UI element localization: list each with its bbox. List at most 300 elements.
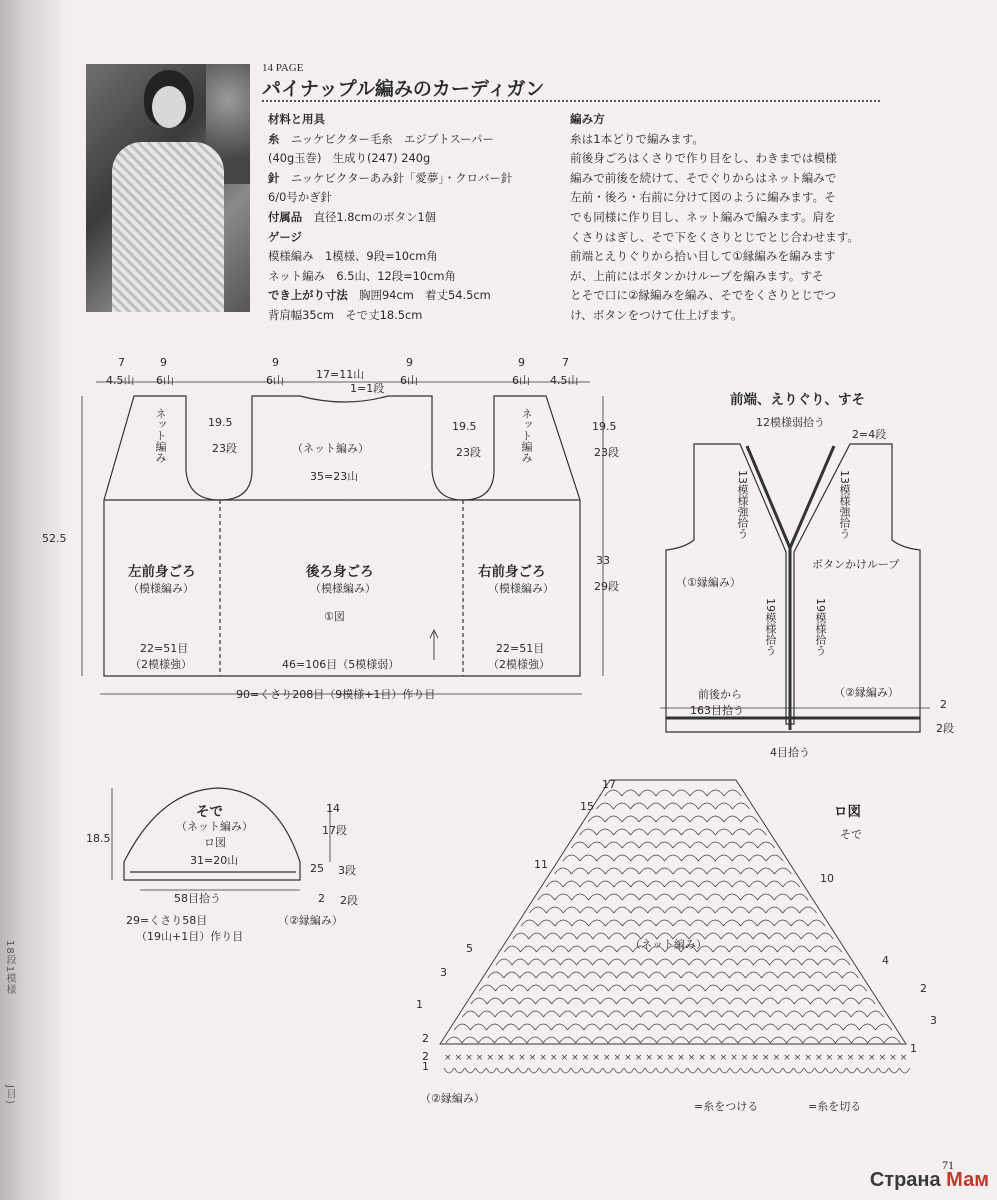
chart-arc — [724, 816, 741, 822]
chart-arc — [588, 868, 605, 874]
method-line: 前後身ごろはくさりで作り目をし、わきまでは模様 — [570, 151, 837, 166]
chart-arc — [665, 803, 682, 809]
chart-arc — [741, 920, 758, 926]
sleeve-label: 3段 — [338, 864, 356, 877]
chart-arc — [698, 855, 715, 861]
chart-arc — [600, 1024, 616, 1030]
chart-arc — [597, 855, 614, 861]
chart-arc — [657, 1011, 673, 1017]
chart-arc — [867, 1011, 883, 1017]
chart-arc — [673, 1037, 689, 1043]
chart-arc — [818, 985, 834, 991]
chart-edge-arc — [677, 1068, 687, 1073]
chart-edge-arc — [582, 1068, 592, 1073]
edge-diagram-title: 前端、えりぐり、すそ — [730, 392, 865, 408]
chart-arc — [721, 985, 737, 991]
chart-arc — [770, 985, 786, 991]
chart-arc — [633, 972, 649, 978]
chart-arc — [503, 1024, 519, 1030]
chart-arc — [544, 1011, 560, 1017]
chart-arc — [749, 855, 766, 861]
chart-arc — [631, 855, 648, 861]
chart-arc — [454, 1024, 470, 1030]
chart-arc — [614, 855, 631, 861]
chart-stitch: × — [793, 1053, 802, 1063]
chart-arc — [563, 907, 580, 913]
chart-arc — [721, 959, 737, 965]
chart-arc — [478, 1037, 494, 1043]
chart-edge-arc — [857, 1068, 867, 1073]
chart-arc — [605, 894, 622, 900]
chart-arc — [690, 894, 707, 900]
bottom-dim-sub: （2模様強） — [130, 658, 192, 671]
chart-arc — [563, 881, 580, 887]
materials-line: 模様編み 1模様、9段=10cm角 — [268, 249, 438, 264]
chart-arc — [716, 803, 733, 809]
sleeve-title: そで — [196, 804, 223, 820]
chart-arc — [656, 868, 673, 874]
legend-cut: =糸を切る — [808, 1100, 862, 1113]
chart-arc — [791, 894, 808, 900]
chart-arc — [641, 1011, 657, 1017]
chart-arc — [559, 1037, 575, 1043]
chart-arc — [786, 985, 802, 991]
chart-stitch: × — [878, 1053, 887, 1063]
chart-stitch: × — [444, 1053, 452, 1063]
chart-arc — [859, 1024, 875, 1030]
chart-stitch: × — [603, 1053, 611, 1063]
edge-vertical-label: 19模様拾う — [764, 598, 777, 656]
chart-arc — [560, 959, 576, 965]
chart-arc — [818, 959, 834, 965]
chart-arc — [560, 985, 576, 991]
bottom-dim: 22=51目 — [140, 642, 189, 655]
chart-arc — [592, 1011, 608, 1017]
width-label: 35=23山 — [310, 470, 359, 483]
armhole-dim: 19.5 — [592, 420, 617, 433]
ref-label: ①図 — [324, 610, 345, 623]
chart-arc — [707, 842, 724, 848]
chart-arc — [868, 1037, 884, 1043]
chart-arc — [592, 985, 608, 991]
chart-stitch: × — [730, 1053, 738, 1063]
chart-stitch: × — [486, 1053, 494, 1063]
chart-arc — [511, 1037, 527, 1043]
chart-arc — [787, 1037, 803, 1043]
body-top-dimension: 6山 — [400, 374, 418, 387]
net-label: （ネット編み） — [292, 442, 369, 455]
chart-stitch: × — [475, 1053, 484, 1063]
chart-arc — [707, 920, 724, 926]
chart-row-label: 4 — [882, 954, 889, 967]
chart-stitch: × — [783, 1053, 791, 1063]
chart-arc — [724, 920, 741, 926]
chart-stitch: × — [634, 1053, 643, 1063]
chart-arc — [496, 959, 512, 965]
chart-arc — [803, 1037, 819, 1043]
chart-arc — [690, 920, 707, 926]
body-top-dimension: 7 — [118, 356, 125, 369]
chart-arc — [614, 907, 631, 913]
chart-arc — [597, 881, 614, 887]
chart-arc — [538, 920, 555, 926]
right-front-label: 右前身ごろ — [478, 564, 546, 580]
chart-arc — [601, 972, 617, 978]
chart-arc — [778, 1024, 794, 1030]
edge-vertical-label: 13模様強拾う — [838, 470, 851, 539]
net-vertical-label: ネット編み — [520, 408, 533, 463]
chart-arc — [732, 829, 749, 835]
chart-arc — [605, 816, 622, 822]
chart-arc — [730, 998, 746, 1004]
bottom-dim: 46=106目（5模様弱） — [282, 658, 400, 671]
edge-label: ボタンかけループ — [812, 558, 900, 571]
chart-edge-arc — [879, 1068, 889, 1073]
chart-arc — [572, 920, 589, 926]
chart-arc — [753, 959, 769, 965]
chart-arc — [827, 1024, 843, 1030]
chart-arc — [842, 972, 858, 978]
method-line: け、ボタンをつけて仕上げます。 — [570, 307, 743, 322]
materials-line: ゲージ — [268, 229, 302, 244]
bottom-dim: 22=51目 — [496, 642, 545, 655]
chart-arc — [555, 920, 572, 926]
chart-arc — [504, 972, 520, 978]
body-outline — [104, 396, 580, 676]
bottom-dim: 90=くさり208目（9模様+1目）作り目 — [236, 688, 436, 701]
chart-arc — [778, 998, 794, 1004]
back-label: 後ろ身ごろ — [306, 564, 374, 580]
chart-edge-arc — [836, 1068, 846, 1073]
chart-arc — [520, 972, 536, 978]
chart-arc — [593, 959, 609, 965]
chart-arc — [657, 1037, 673, 1043]
chart-arc — [608, 985, 624, 991]
edge-label: 2段 — [936, 722, 954, 735]
armhole-rows: 23段 — [594, 446, 619, 459]
materials-line: 6/0号かぎ針 — [268, 190, 332, 205]
sleeve-label: 14 — [326, 802, 340, 815]
chart-stitch: × — [497, 1053, 505, 1063]
chart-arc — [689, 985, 705, 991]
chart-arc — [741, 894, 758, 900]
chart-arc — [511, 1011, 527, 1017]
chart-arc — [537, 946, 553, 952]
chart-arc — [724, 790, 741, 796]
chart-arc — [697, 972, 713, 978]
chart-arc — [749, 881, 766, 887]
chart-row-label: 1 — [416, 998, 423, 1011]
chart-arc — [803, 1011, 819, 1017]
chart-stitch: × — [804, 1053, 812, 1063]
chart-arc — [876, 1024, 892, 1030]
chart-arc — [546, 907, 563, 913]
chart-arc — [746, 998, 762, 1004]
edge-label: 2=4段 — [852, 428, 887, 441]
chart-edge-arc — [444, 1068, 454, 1073]
chart-arc — [851, 985, 867, 991]
edge-label: 163目拾う — [690, 704, 744, 717]
chart-arc — [681, 972, 697, 978]
chart-arc — [588, 816, 605, 822]
chart-arc — [470, 1024, 486, 1030]
body-top-dimension: 7 — [562, 356, 569, 369]
chart-arc — [665, 972, 681, 978]
chart-arc — [705, 933, 721, 939]
chart-edge-arc — [794, 1068, 804, 1073]
chart-edge-arc — [508, 1068, 518, 1073]
chart-arc — [786, 1011, 802, 1017]
chart-arc — [552, 972, 568, 978]
chart-arc — [724, 894, 741, 900]
body-top-dimension: 9 — [406, 356, 413, 369]
chart-arc — [622, 842, 639, 848]
chart-arc — [527, 1037, 543, 1043]
sleeve-label: 2段 — [340, 894, 358, 907]
chart-arc — [577, 959, 593, 965]
chart-edge-arc — [773, 1068, 783, 1073]
chart-arc — [597, 829, 614, 835]
page-label: 14 PAGE — [262, 62, 304, 74]
chart-edge-arc — [561, 1068, 571, 1073]
chart-arc — [769, 933, 785, 939]
chart-arc — [576, 1037, 592, 1043]
chart-arc — [713, 972, 729, 978]
chart-arc — [843, 998, 859, 1004]
chart-arc — [649, 1024, 665, 1030]
chart-edge-arc — [603, 1068, 613, 1073]
chart-arc — [614, 829, 631, 835]
chart-arc — [753, 933, 769, 939]
chart-stitch: × — [550, 1053, 558, 1063]
chart-row-label: 11 — [534, 858, 548, 871]
chart-edge-arc — [614, 1068, 624, 1073]
chart-arc — [624, 1011, 640, 1017]
chart-arc — [673, 816, 690, 822]
chart-arc — [609, 959, 625, 965]
chart-stitch: × — [836, 1053, 844, 1063]
chart-stitch: × — [899, 1053, 908, 1063]
chart-edge-arc — [826, 1068, 836, 1073]
chart-arc — [503, 998, 519, 1004]
chart-arc — [487, 998, 503, 1004]
chart-arc — [555, 868, 572, 874]
chart-arc — [673, 959, 689, 965]
chart-edge-arc — [476, 1068, 486, 1073]
chart-arc — [576, 1011, 592, 1017]
chart-arc — [639, 894, 656, 900]
chart-arc — [724, 868, 741, 874]
chart-arc — [791, 920, 808, 926]
chart-arc — [597, 907, 614, 913]
sleeve-label: 2 — [318, 892, 325, 905]
chart-arc — [616, 1024, 632, 1030]
chart-arc — [605, 842, 622, 848]
chart-arc — [535, 1024, 551, 1030]
chart-arc — [690, 868, 707, 874]
chart-arc — [690, 842, 707, 848]
chart-stitch: × — [518, 1053, 526, 1063]
materials-line: 背肩幅35cm そで丈18.5cm — [268, 307, 423, 322]
chart-edge-arc — [804, 1068, 814, 1073]
chart-arc — [665, 907, 682, 913]
chart-arc — [622, 920, 639, 926]
chart-stitch: × — [528, 1053, 537, 1063]
chart-row-label: 3 — [930, 1014, 937, 1027]
method-heading: 編み方 — [570, 112, 605, 126]
chart-arc — [698, 829, 715, 835]
chart-arc — [785, 933, 801, 939]
chart-arc — [656, 816, 673, 822]
chart-arc — [681, 907, 698, 913]
sleeve-label: 29=くさり58目 — [126, 914, 208, 927]
method-line: 前端とえりぐりから拾い目して①縁編みを編みます — [570, 249, 836, 264]
chart-arc — [576, 985, 592, 991]
chart-arc — [786, 959, 802, 965]
chart-edge-arc — [486, 1068, 496, 1073]
side-margin-text-bottom: J目) — [4, 1085, 15, 1105]
chart-arc — [568, 1024, 584, 1030]
chart-stitch: × — [539, 1053, 547, 1063]
chart-arc — [794, 972, 810, 978]
materials-line: ネット編み 6.5山、12段=10cm角 — [268, 268, 456, 283]
chart-arc — [689, 1037, 705, 1043]
chart-arc — [641, 1037, 657, 1043]
chart-arc — [633, 998, 649, 1004]
edge-label: （②縁編み） — [834, 686, 899, 699]
chart-arc — [584, 972, 600, 978]
chart-arc — [625, 985, 641, 991]
chart-edge-arc — [539, 1068, 549, 1073]
chart-arc — [521, 946, 537, 952]
chart-row-label: 2 — [422, 1032, 429, 1045]
body-top-dimension: 6山 — [266, 374, 284, 387]
chart-arc — [697, 998, 713, 1004]
chart-arc — [729, 972, 745, 978]
method-line: 左前・後ろ・右前に分けて図のように編みます。そ — [570, 190, 836, 205]
chart-arc — [597, 803, 614, 809]
chart-arc — [521, 920, 538, 926]
chart-stitch: × — [656, 1053, 664, 1063]
chart-arc — [770, 1037, 786, 1043]
chart-arc — [608, 1011, 624, 1017]
chart-arc — [810, 946, 826, 952]
chart-arc — [810, 972, 826, 978]
chart-arc — [625, 959, 641, 965]
chart-arc — [446, 1037, 462, 1043]
materials-heading: 材料と用具 — [268, 112, 325, 126]
edge-label: 2 — [940, 698, 947, 711]
chart-edge-arc — [730, 1068, 740, 1073]
chart-arc — [699, 803, 716, 809]
chart-arc — [770, 959, 786, 965]
chart-arc — [741, 842, 758, 848]
chart-arc — [746, 1024, 762, 1030]
left-front-label: 左前身ごろ — [128, 564, 196, 580]
chart-arc — [536, 972, 552, 978]
chart-arc — [808, 920, 825, 926]
chart-edge-arc — [518, 1068, 528, 1073]
chart-stitch: × — [687, 1053, 696, 1063]
chart-arc — [766, 881, 783, 887]
method-line: くさりはぎし、そで下をくさりとじでとじ合わせます。 — [570, 229, 859, 244]
chart-arc — [738, 1037, 754, 1043]
chart-arc — [741, 816, 758, 822]
chart-edge-arc — [656, 1068, 666, 1073]
chart-arc — [584, 998, 600, 1004]
chart-arc — [681, 1024, 697, 1030]
materials-line: 針 ニッケビクターあみ針「愛夢」・クロバー針 — [268, 170, 513, 185]
chart-title: ロ図 — [834, 804, 861, 820]
chart-stitch: × — [645, 1053, 653, 1063]
body-top-dimension: 9 — [518, 356, 525, 369]
chart-stitch: × — [740, 1053, 749, 1063]
chart-row-label: 3 — [440, 966, 447, 979]
chart-arc — [544, 959, 560, 965]
chart-arc — [761, 946, 777, 952]
chart-arc — [715, 881, 732, 887]
chart-arc — [546, 881, 563, 887]
chart-arc — [713, 946, 729, 952]
chart-arc — [795, 1024, 811, 1030]
chart-arc — [802, 959, 818, 965]
chart-arc — [488, 972, 504, 978]
chart-arc — [471, 998, 487, 1004]
page-number: 71 — [942, 1158, 954, 1172]
chart-edge-arc — [571, 1068, 581, 1073]
chart-arc — [749, 907, 766, 913]
chart-arc — [631, 829, 648, 835]
armhole-dim: 19.5 — [208, 416, 233, 429]
chart-arc — [777, 946, 793, 952]
chart-edge-arc — [635, 1068, 645, 1073]
chart-arc — [665, 881, 682, 887]
chart-arc — [656, 842, 673, 848]
chart-arc — [682, 881, 699, 887]
chart-stitch: × — [560, 1053, 569, 1063]
chart-arc — [605, 868, 622, 874]
chart-arc — [707, 868, 724, 874]
sleeve-label: 31=20山 — [190, 854, 239, 867]
chart-arc — [721, 933, 737, 939]
chart-arc — [631, 907, 648, 913]
chart-arc — [479, 985, 495, 991]
chart-stitch: × — [772, 1053, 781, 1063]
pattern-label: （模様編み） — [128, 582, 194, 595]
chart-arc — [746, 972, 762, 978]
chart-arc — [622, 816, 639, 822]
chart-edge-arc — [815, 1068, 825, 1073]
bottom-dim-sub: （2模様強） — [488, 658, 550, 671]
chart-arc — [811, 1024, 827, 1030]
chart-arc — [584, 1024, 600, 1030]
chart-arc — [529, 933, 545, 939]
chart-arc — [843, 1024, 859, 1030]
pattern-label: （模様編み） — [488, 582, 554, 595]
chart-arc — [560, 1011, 576, 1017]
chart-arc — [766, 855, 783, 861]
chart-arc — [608, 1037, 624, 1043]
chart-edge-arc — [720, 1068, 730, 1073]
chart-arc — [835, 1037, 851, 1043]
chart-arc — [673, 920, 690, 926]
chart-arc — [639, 790, 656, 796]
chart-arc — [732, 907, 749, 913]
chart-arc — [527, 1011, 543, 1017]
chart-arc — [673, 985, 689, 991]
chart-arc — [762, 1024, 778, 1030]
legend-join: =糸をつける — [694, 1100, 759, 1113]
